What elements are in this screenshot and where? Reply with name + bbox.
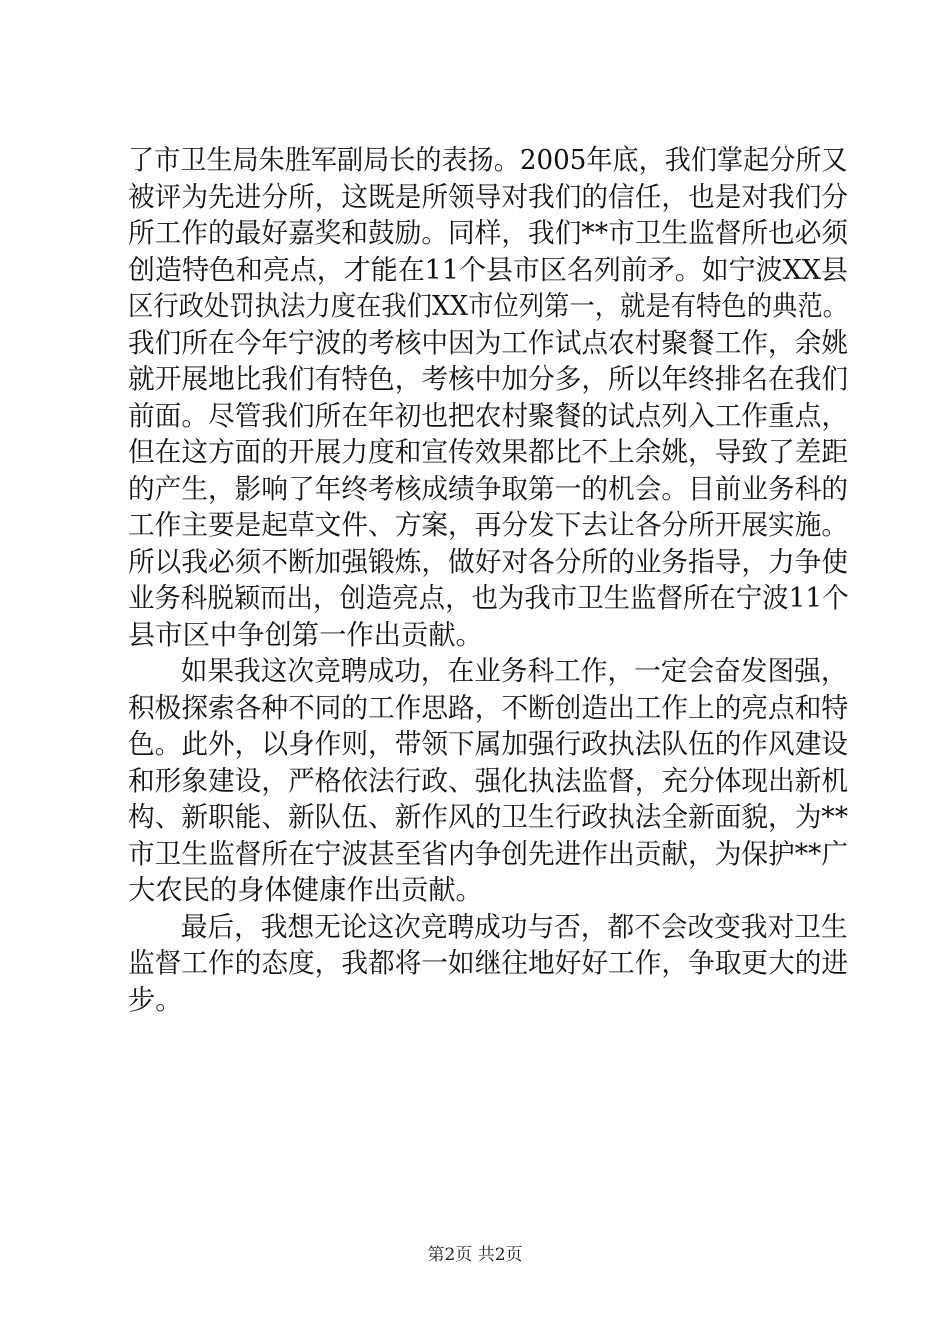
- text-line: 前面。尽管我们所在年初也把农村聚餐的试点列入工作重点，: [128, 400, 849, 432]
- text-line: 所工作的最好嘉奖和鼓励。同样，我们**市卫生监督所也必须: [128, 218, 849, 249]
- text-line: 所以我必须不断加强锻炼，做好对各分所的业务指导，力争使: [128, 546, 849, 578]
- text-line: 和形象建设，严格依法行政、强化执法监督，充分体现出新机: [128, 765, 849, 797]
- paragraph-1: [128, 143, 848, 654]
- text-line: 我们所在今年宁波的考核中因为工作试点农村聚餐工作，余姚: [128, 327, 849, 359]
- text-line: 的产生，影响了年终考核成绩争取第一的机会。目前业务科的: [128, 473, 849, 505]
- text-line: 大农民的身体健康作出贡献。: [128, 875, 483, 906]
- text-line: 被评为先进分所，这既是所领导对我们的信任，也是对我们分: [128, 181, 849, 213]
- text-line: 如果我这次竞聘成功，在业务科工作，一定会奋发图强，: [180, 656, 848, 687]
- text-line: 最后，我想无论这次竞聘成功与否，都不会改变我对卫生: [180, 911, 848, 943]
- text-line: 就开展地比我们有特色，考核中加分多，所以年终排名在我们: [128, 364, 849, 395]
- text-line: 了市卫生局朱胜军副局长的表扬。2005年底，我们掌起分所又: [128, 145, 848, 176]
- paragraph-3: [128, 910, 848, 1020]
- text-line: 积极探索各种不同的工作思路，不断创造出工作上的亮点和特: [128, 692, 849, 724]
- document-body: [128, 143, 848, 1019]
- text-line: 步。: [128, 984, 183, 1016]
- text-line: 监督工作的态度，我都将一如继往地好好工作，争取更大的进: [128, 948, 849, 979]
- text-line: 创造特色和亮点，才能在11个县市区名列前矛。如宁波XX县: [128, 254, 848, 286]
- text-line: 工作主要是起草文件、方案，再分发下去让各分所开展实施。: [128, 510, 849, 541]
- page-number-footer: 第2页 共2页: [427, 1245, 523, 1265]
- paragraph-2: [128, 654, 848, 910]
- text-line: 市卫生监督所在宁波甚至省内争创先进作出贡献，为保护**广: [128, 838, 849, 870]
- text-line: 色。此外，以身作则，带领下属加强行政执法队伍的作风建设: [128, 729, 849, 760]
- text-line: 县市区中争创第一作出贡献。: [128, 619, 483, 651]
- text-line: 但在这方面的开展力度和宣传效果都比不上余姚，导致了差距: [128, 437, 849, 468]
- text-line: 区行政处罚执法力度在我们XX市位列第一，就是有特色的典范。: [128, 291, 849, 322]
- text-line: 业务科脱颖而出，创造亮点，也为我市卫生监督所在宁波11个: [128, 583, 849, 614]
- text-line: 构、新职能、新队伍、新作风的卫生行政执法全新面貌，为**: [128, 802, 849, 833]
